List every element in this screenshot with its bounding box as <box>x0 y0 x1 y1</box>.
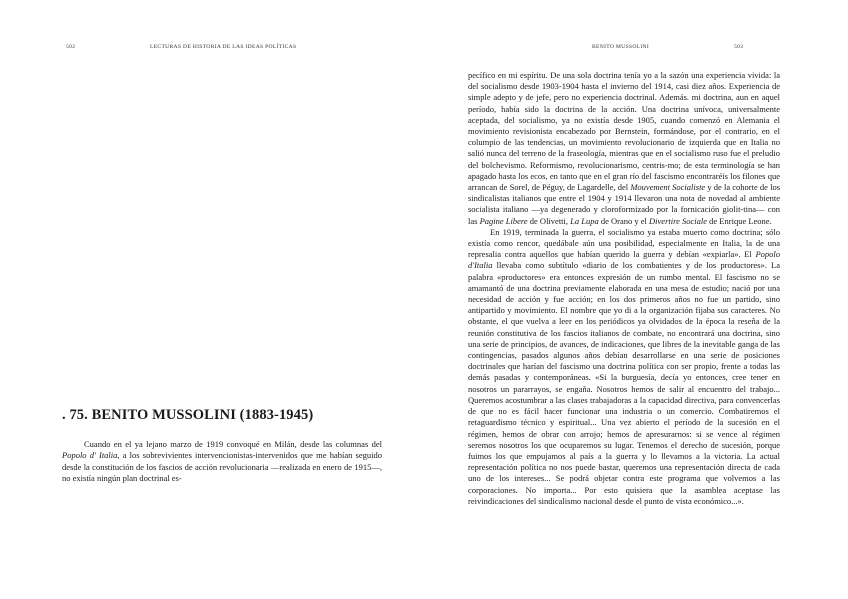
page-number: 502 <box>66 44 76 50</box>
page-number: 503 <box>734 44 744 50</box>
text-run: de Enrique Leone. <box>707 215 772 226</box>
text-run: y de la cohorte de los sindicalistas italianos que entre el 1904 y 1914 llevaron una nota de novedad al ambiente socialista italiano —ya degenerado y cloroformizado por la fornicación giolit-tina— con las <box>468 182 780 226</box>
right-body-text <box>468 70 780 507</box>
italic-title: Divertire Sociale <box>649 215 708 226</box>
italic-title: Pagine Libere <box>479 215 528 226</box>
italic-title: La Lupa <box>570 215 599 226</box>
text-run: de Olivetti, <box>527 215 571 226</box>
text-run: llevaba como subtítulo «diario de los combatientes y de los productores». La palabra «productores» era entonces expresión de un rumbo mental. El fascismo no se amamantó de una doctrina previamente elaborada en una mesa de estudio; nació por una necesidad de acción y fue acción; en los dos primeros años no fue un partido, sino antipartido y movimiento. El nombre que yo di a la organización fijaba sus caracteres. No obstante, el que vuelva a leer en los periódicos ya olvidados de la época la reseña de la reunión constitutiva de los fascios italianos de combate, no encontrará una doctrina, sino una serie de principios, de avances, de indicaciones, que libres de la inevitable ganga de las contingencias, pasados algunos años debían desarrollarse en una serie de posiciones doctrinales que harían del fascismo una doctrina política con ser propio, frente a todas las demás pasadas y contemporáneas. «Si la burguesía, decía yo entonces, cree tener en nosotros un pararrayos, se engaña. Nosotros hemos de salir al encuentro del trabajo... Queremos acostumbrar a las clases trabajadoras a la capacidad directiva, para convencerlas de que no es fácil hacer funcionar una industria o un comercio. Combatiremos el retaguardismo técnico y espiritual... Una vez abierto el período de la sucesión en el régimen, hemos de obrar con arrojo; hemos de apresurarnos: si se vence al régimen seremos nosotros los que ocuparemos su lugar. Tenemos el derecho de sucesión, porque fuimos los que empujamos al país a la guerra y lo llevamos a la victoria. La actual representación política no nos puede bastar, queremos una representación directa de cada uno de los intereses... Se podrá objetar contra este programa que volvemos a las corporaciones. No importa... Por esto quisiera que la asamblea aceptase las reivindicaciones del sindicalismo nacional desde el punto de vista económico...». <box>468 260 780 506</box>
text-run: pecífico en mi espíritu. De una sola doctrina tenía yo a la sazón una experiencia vivida: la del socialismo desde 1903-1904 hasta el invierno del 1914, casi diez años. Experiencia de simple adepto y de jefe, pero no experiencia doctrinal. Además. mi doctrina, aun en aquel período, había sido la doctrina de la acción. Una doctrina unívoca, universalmente aceptada, del socialismo, ya no existía desde 1905, cuando comenzó en Alemania el movimiento revisionista encabezado por Bernstein, formándose, por el contrario, en el columpio de las tendencias, un movimiento revolucionario de izquierda que en Italia no salió nunca del terreno de la fraseología, mientras que en el socialismo ruso fue el preludio del bolchevismo. Reformismo, revolucionarismo, centris-mo; de esta terminología se han apagado hasta los ecos, en tanto que en el gran río del fascismo encontraréis los filones que arrancan de Sorel, de Péguy, de Lagardelle, del <box>468 70 780 193</box>
running-title: LECTURAS DE HISTORIA DE LAS IDEAS POLÍTICAS <box>150 44 297 50</box>
text-run: de Orano y el <box>598 215 650 226</box>
italic-title: Mouvement Socialiste <box>630 182 706 193</box>
right-paragraph-1 <box>468 70 780 227</box>
right-paragraph-2 <box>468 227 780 507</box>
chapter-heading: . 75. BENITO MUSSOLINI (1883-1945) <box>62 407 314 423</box>
running-title: BENITO MUSSOLINI <box>592 44 650 50</box>
text-run: , a los sobrevivientes intervencionistas-intervenidos que me habían seguido desde la constitución de los fascios de acción revolucionaria —realizada en enero de 1915—, no existía ningún plan doctrinal es- <box>62 450 382 484</box>
text-run: Cuando en el ya lejano marzo de 1919 convoqué en Milán, desde las columnas del <box>84 439 382 449</box>
text-run: En 1919, terminada la guerra, el socialismo ya estaba muerto como doctrina; sólo existía como rencor, quedábale aún una posibilidad, especialmente en Italia, la de una represalia contra aquellos que habían querido la guerra y debían «expiarla». El <box>468 226 780 260</box>
right-page <box>424 0 848 599</box>
left-body-text <box>62 439 382 485</box>
italic-title: Popolo d'Italia <box>468 249 780 271</box>
left-paragraph <box>62 439 382 485</box>
italic-title: Popolo d' Italia <box>62 450 118 461</box>
